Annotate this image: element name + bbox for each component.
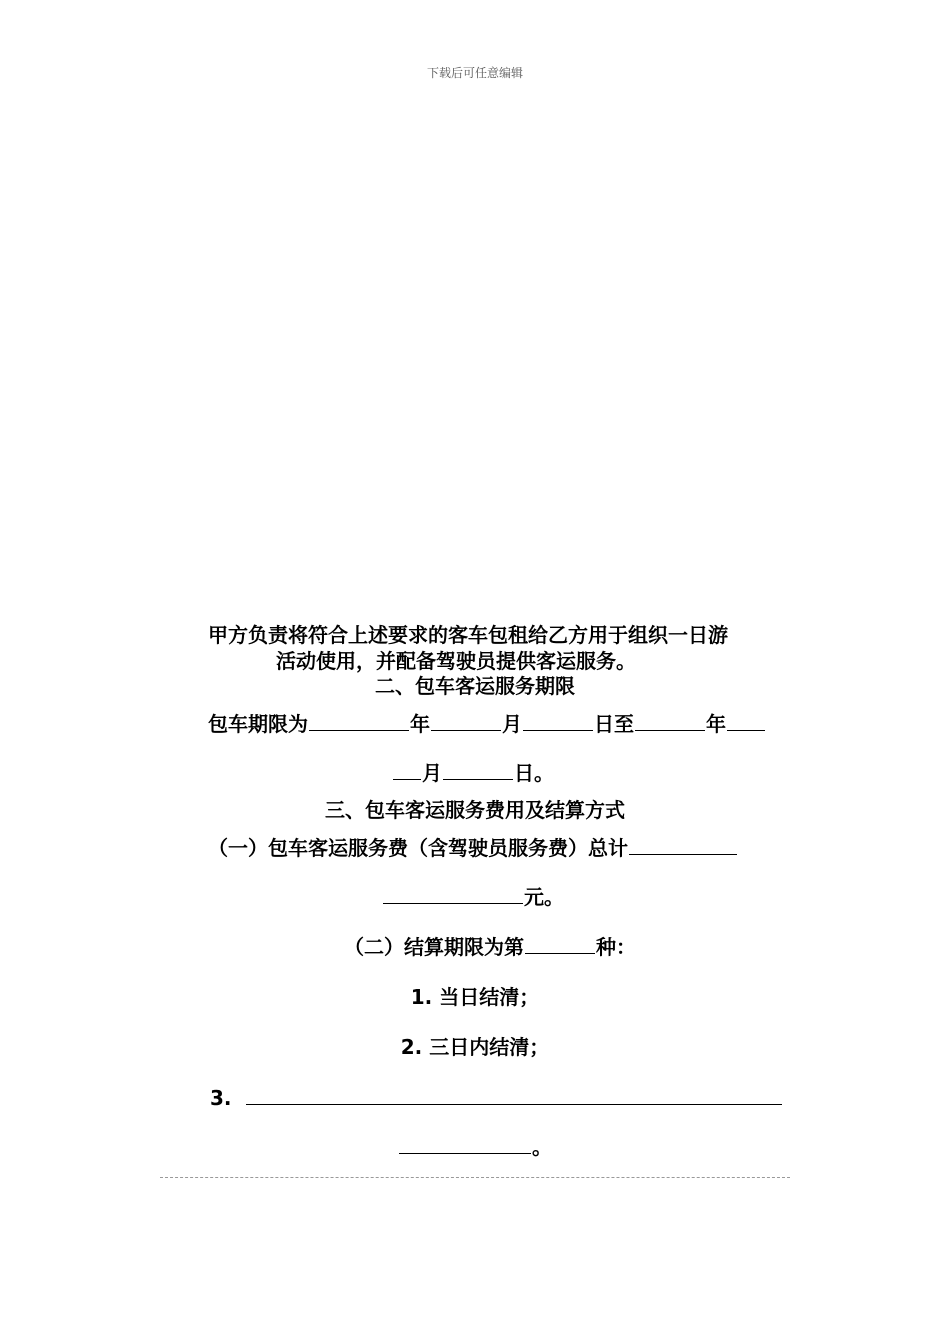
start-day-blank[interactable] (523, 710, 593, 731)
end-day-blank[interactable] (443, 759, 513, 780)
fee-prefix: （一）包车客运服务费（含驾驶员服务费）总计 (208, 836, 628, 860)
start-year-blank[interactable] (309, 710, 409, 731)
settlement-line (344, 933, 636, 960)
month-label: 月 (502, 712, 522, 736)
fee-amount-blank-part1[interactable] (629, 834, 737, 855)
charter-period-line-cont (392, 759, 554, 786)
charter-period-line (208, 710, 766, 737)
paragraph-line-1: 甲方负责将符合上述要求的客车包租给乙方用于组织一日游 (208, 623, 728, 647)
start-month-blank[interactable] (431, 710, 501, 731)
paragraph-line-2: 活动使用，并配备驾驶员提供客运服务。 (276, 649, 636, 673)
header-note: 下载后可任意编辑 (426, 66, 523, 80)
year2-label: 年 (706, 712, 726, 736)
fee-line (208, 834, 738, 861)
settlement-option-3-cont (398, 1133, 552, 1160)
fee-line-cont (382, 883, 564, 910)
fee-amount-blank-part2[interactable] (383, 883, 523, 904)
page-break-divider (160, 1177, 790, 1178)
end-year-blank[interactable] (635, 710, 705, 731)
fee-suffix: 元。 (524, 885, 564, 909)
section-3-title: 三、包车客运服务费用及结算方式 (325, 798, 625, 822)
option3-blank-part2[interactable] (399, 1133, 531, 1154)
month2-label: 月 (422, 761, 442, 785)
settlement-option-3 (210, 1084, 783, 1111)
year-label: 年 (410, 712, 430, 736)
settle-prefix: （二）结算期限为第 (344, 935, 524, 959)
day-end-label: 日。 (514, 761, 554, 785)
section-2-title: 二、包车客运服务期限 (375, 674, 575, 698)
option3-number: 3. (210, 1086, 232, 1110)
day-to-label: 日至 (594, 712, 634, 736)
period-prefix: 包车期限为 (208, 712, 308, 736)
end-month-blank-part1[interactable] (727, 710, 765, 731)
settle-suffix: 种： (596, 935, 636, 959)
end-month-blank-part2[interactable] (393, 759, 421, 780)
settlement-option-1: 1. 当日结清； (410, 985, 540, 1009)
settlement-option-blank[interactable] (525, 933, 595, 954)
option3-blank-part1[interactable] (246, 1084, 782, 1105)
settlement-option-2: 2. 三日内结清； (400, 1035, 550, 1059)
option3-end: 。 (532, 1135, 552, 1159)
